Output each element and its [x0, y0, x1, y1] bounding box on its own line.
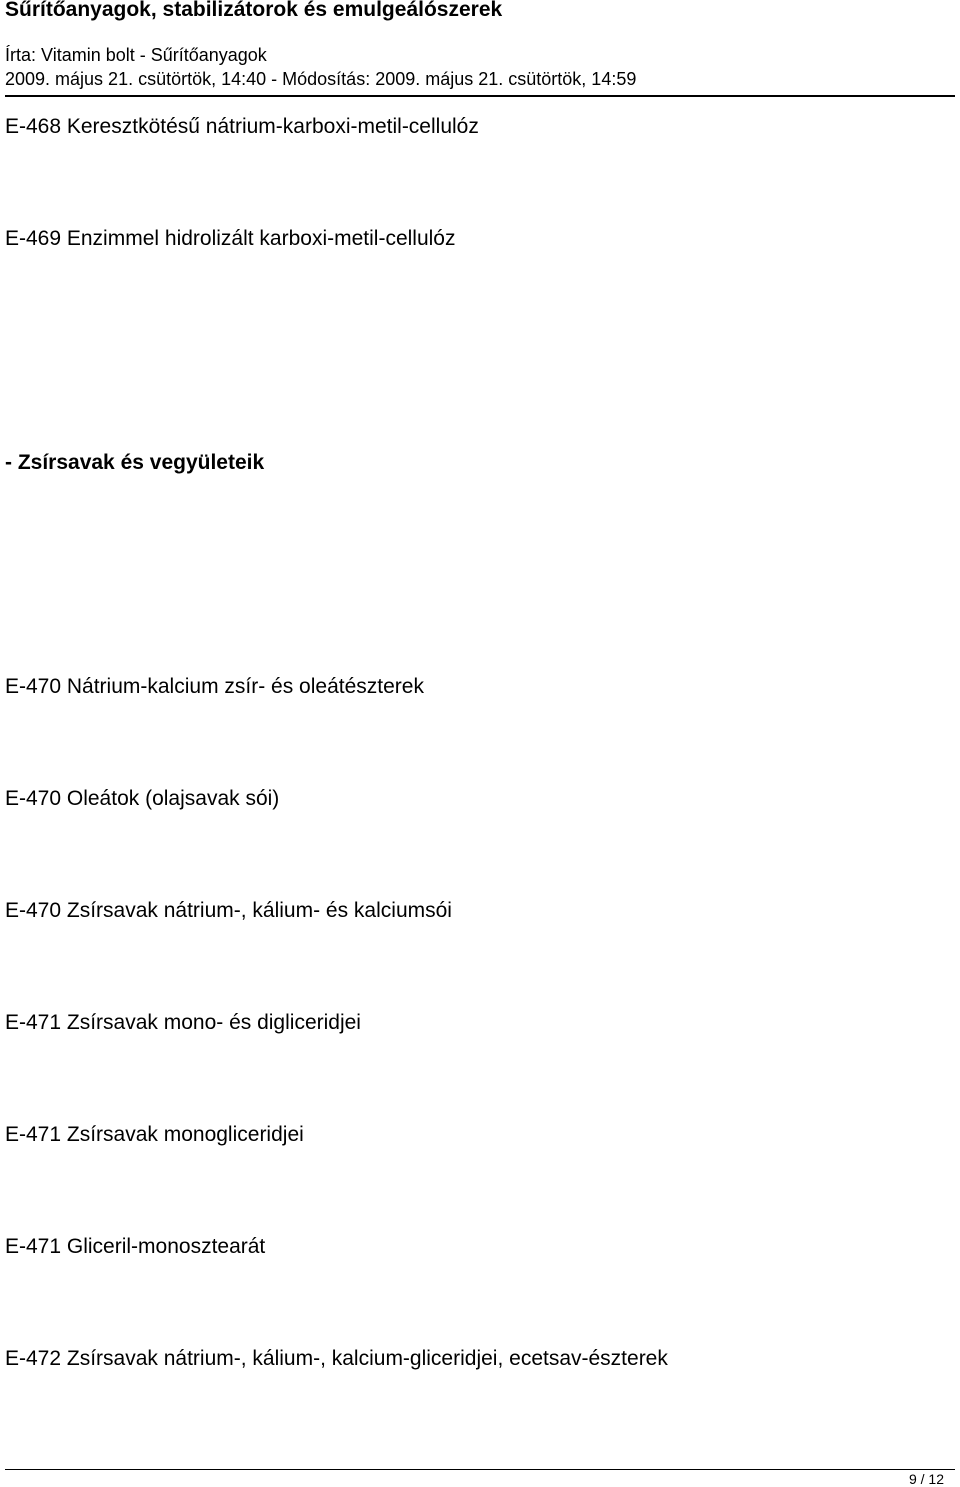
list-item: E-470 Zsírsavak nátrium-, kálium- és kalciumsói — [5, 899, 452, 922]
list-item: E-471 Zsírsavak monogliceridjei — [5, 1123, 304, 1146]
date-line: 2009. május 21. csütörtök, 14:40 - Módosítás: 2009. május 21. csütörtök, 14:59 — [5, 69, 637, 89]
page-title: Sűrítőanyagok, stabilizátorok és emulgeálószerek — [5, 0, 503, 21]
header-divider — [5, 95, 955, 97]
list-item: E-471 Gliceril-monosztearát — [5, 1235, 266, 1258]
list-item: E-470 Nátrium-kalcium zsír- és oleátészterek — [5, 675, 424, 698]
list-item: E-469 Enzimmel hidrolizált karboxi-metil-cellulóz — [5, 227, 456, 250]
author-line: Írta: Vitamin bolt - Sűrítőanyagok — [5, 45, 267, 65]
footer-divider — [5, 1469, 955, 1470]
list-item: E-472 Zsírsavak nátrium-, kálium-, kalcium-gliceridjei, ecetsav-észterek — [5, 1347, 668, 1370]
list-item: E-470 Oleátok (olajsavak sói) — [5, 787, 280, 810]
page-number: 9 / 12 — [908, 1471, 944, 1487]
list-item: E-471 Zsírsavak mono- és digliceridjei — [5, 1011, 361, 1034]
list-item: E-468 Keresztkötésű nátrium-karboxi-metil-cellulóz — [5, 115, 479, 138]
section-heading: - Zsírsavak és vegyületeik — [5, 451, 265, 474]
